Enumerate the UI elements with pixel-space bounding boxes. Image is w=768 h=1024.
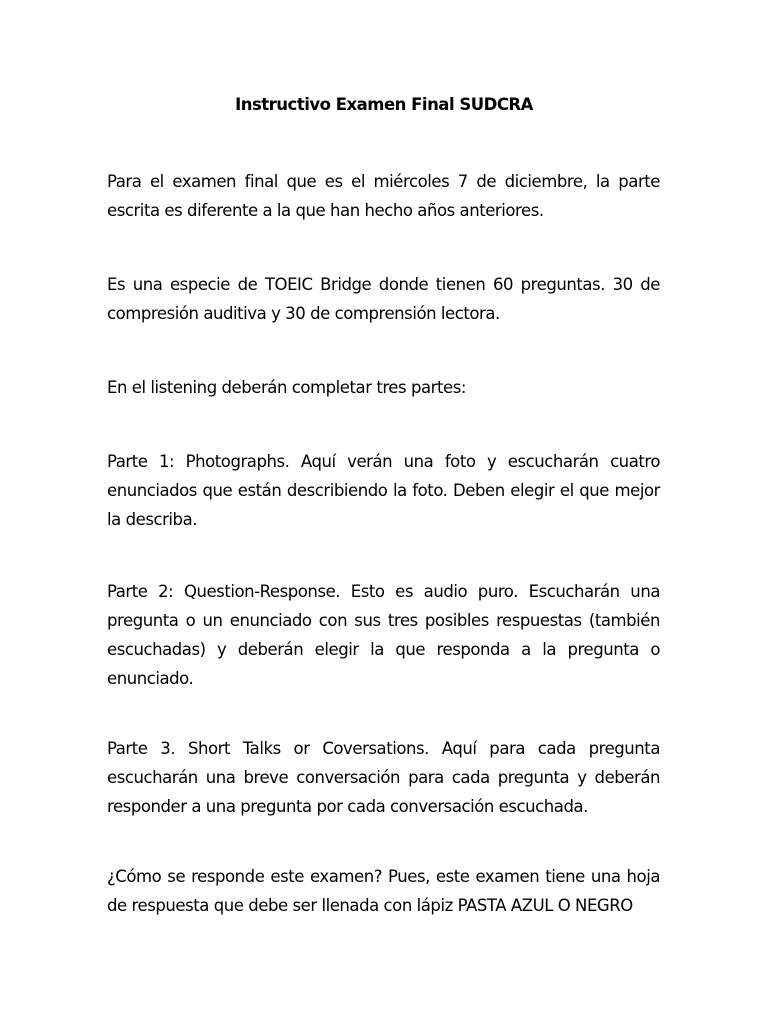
paragraph-toeic-bridge: Es una especie de TOEIC Bridge donde tienen 60 preguntas. 30 de compresión auditiva y 30 de comprensión lectora. [107,275,660,323]
paragraph-answer-sheet: ¿Cómo se responde este examen? Pues, este examen tiene una hoja de respuesta que debe ser llenada con lápiz PASTA AZUL O NEGRO [107,867,660,915]
paragraph-exam-date: Para el examen final que es el miércoles 7 de diciembre, la parte escrita es diferente a la que han hecho años anteriores. [107,172,660,220]
document-title: Instructivo Examen Final SUDCRA [235,95,533,114]
paragraph-listening-intro: En el listening deberán completar tres partes: [107,378,466,397]
paragraph-part-3: Parte 3. Short Talks or Coversations. Aquí para cada pregunta escucharán una breve conversación para cada pregunta y deberán responder a una pregunta por cada conversación escuchada. [107,739,660,816]
paragraph-part-2: Parte 2: Question-Response. Esto es audio puro. Escucharán una pregunta o un enunciado con sus tres posibles respuestas (también escuchadas) y deberán elegir la que responda a la pregunta o enunciado. [107,582,660,688]
paragraph-part-1: Parte 1: Photographs. Aquí verán una foto y escucharán cuatro enunciados que están describiendo la foto. Deben elegir el que mejor la describa. [107,452,660,529]
